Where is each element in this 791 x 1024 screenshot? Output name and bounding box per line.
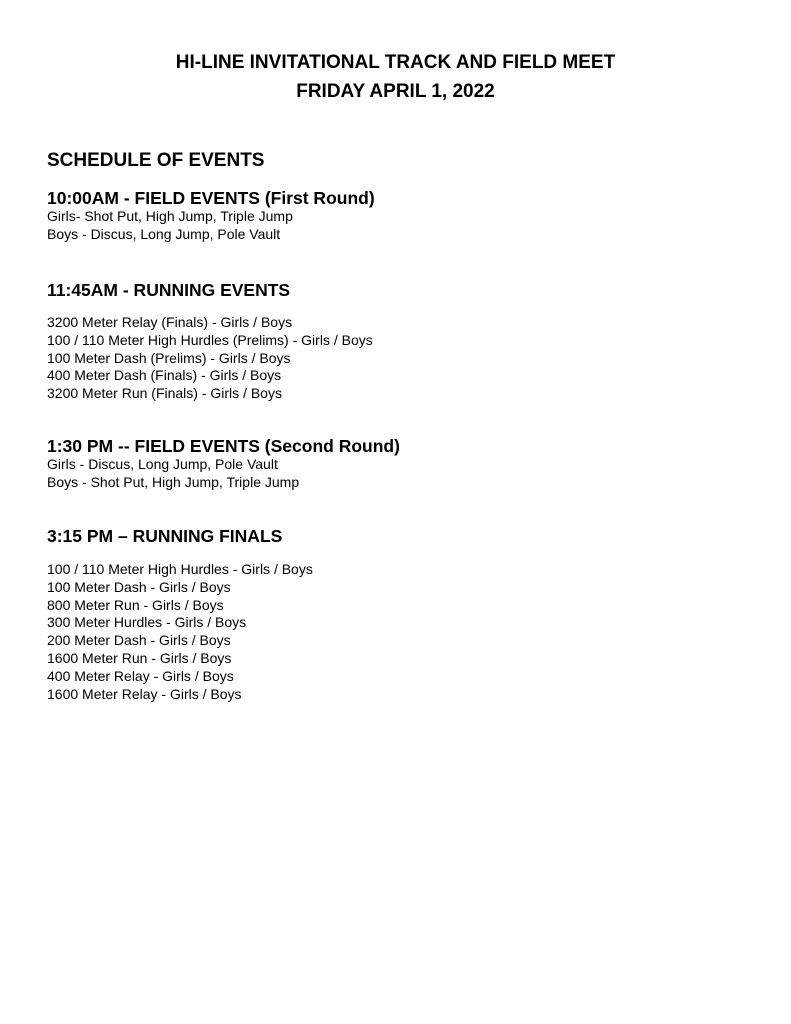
section-lines <box>47 561 313 703</box>
list-item: 400 Meter Relay - Girls / Boys <box>47 667 234 684</box>
list-item: Boys - Shot Put, High Jump, Triple Jump <box>47 473 300 490</box>
schedule-heading: SCHEDULE OF EVENTS <box>47 150 265 171</box>
list-item: 400 Meter Dash (Finals) - Girls / Boys <box>47 367 282 384</box>
section-heading: 10:00AM - FIELD EVENTS (First Round) <box>47 188 375 208</box>
meet-date: FRIDAY APRIL 1, 2022 <box>296 81 495 102</box>
list-item: Girls - Discus, Long Jump, Pole Vault <box>47 456 278 472</box>
list-item: Boys - Discus, Long Jump, Pole Vault <box>47 225 281 242</box>
list-item: 100 Meter Dash (Prelims) - Girls / Boys <box>47 349 291 366</box>
section-heading: 3:15 PM – RUNNING FINALS <box>47 526 283 546</box>
list-item: 1600 Meter Run - Girls / Boys <box>47 649 232 666</box>
list-item: 3200 Meter Relay (Finals) - Girls / Boys <box>47 314 293 330</box>
event-section-field-first-round <box>47 188 375 244</box>
section-heading: 1:30 PM -- FIELD EVENTS (Second Round) <box>47 436 400 456</box>
list-item: 200 Meter Dash - Girls / Boys <box>47 632 231 649</box>
list-item: 100 / 110 Meter High Hurdles (Prelims) - Girls / Boys <box>47 331 373 348</box>
section-lines <box>47 208 375 244</box>
list-item: Girls- Shot Put, High Jump, Triple Jump <box>47 208 293 224</box>
list-item: 800 Meter Run - Girls / Boys <box>47 596 224 613</box>
section-lines <box>47 456 400 492</box>
list-item: 3200 Meter Run (Finals) - Girls / Boys <box>47 385 282 402</box>
meet-title: HI-LINE INVITATIONAL TRACK AND FIELD MEET <box>175 52 616 73</box>
list-item: 1600 Meter Relay - Girls / Boys <box>47 685 242 702</box>
list-item: 100 / 110 Meter High Hurdles - Girls / Boys <box>47 561 313 577</box>
section-heading: 11:45AM - RUNNING EVENTS <box>47 280 291 300</box>
list-item: 100 Meter Dash - Girls / Boys <box>47 578 231 595</box>
event-section-running-events <box>47 280 373 403</box>
list-item: 300 Meter Hurdles - Girls / Boys <box>47 614 247 631</box>
section-lines <box>47 314 373 403</box>
event-section-field-second-round <box>47 436 400 492</box>
event-section-running-finals <box>47 526 313 703</box>
